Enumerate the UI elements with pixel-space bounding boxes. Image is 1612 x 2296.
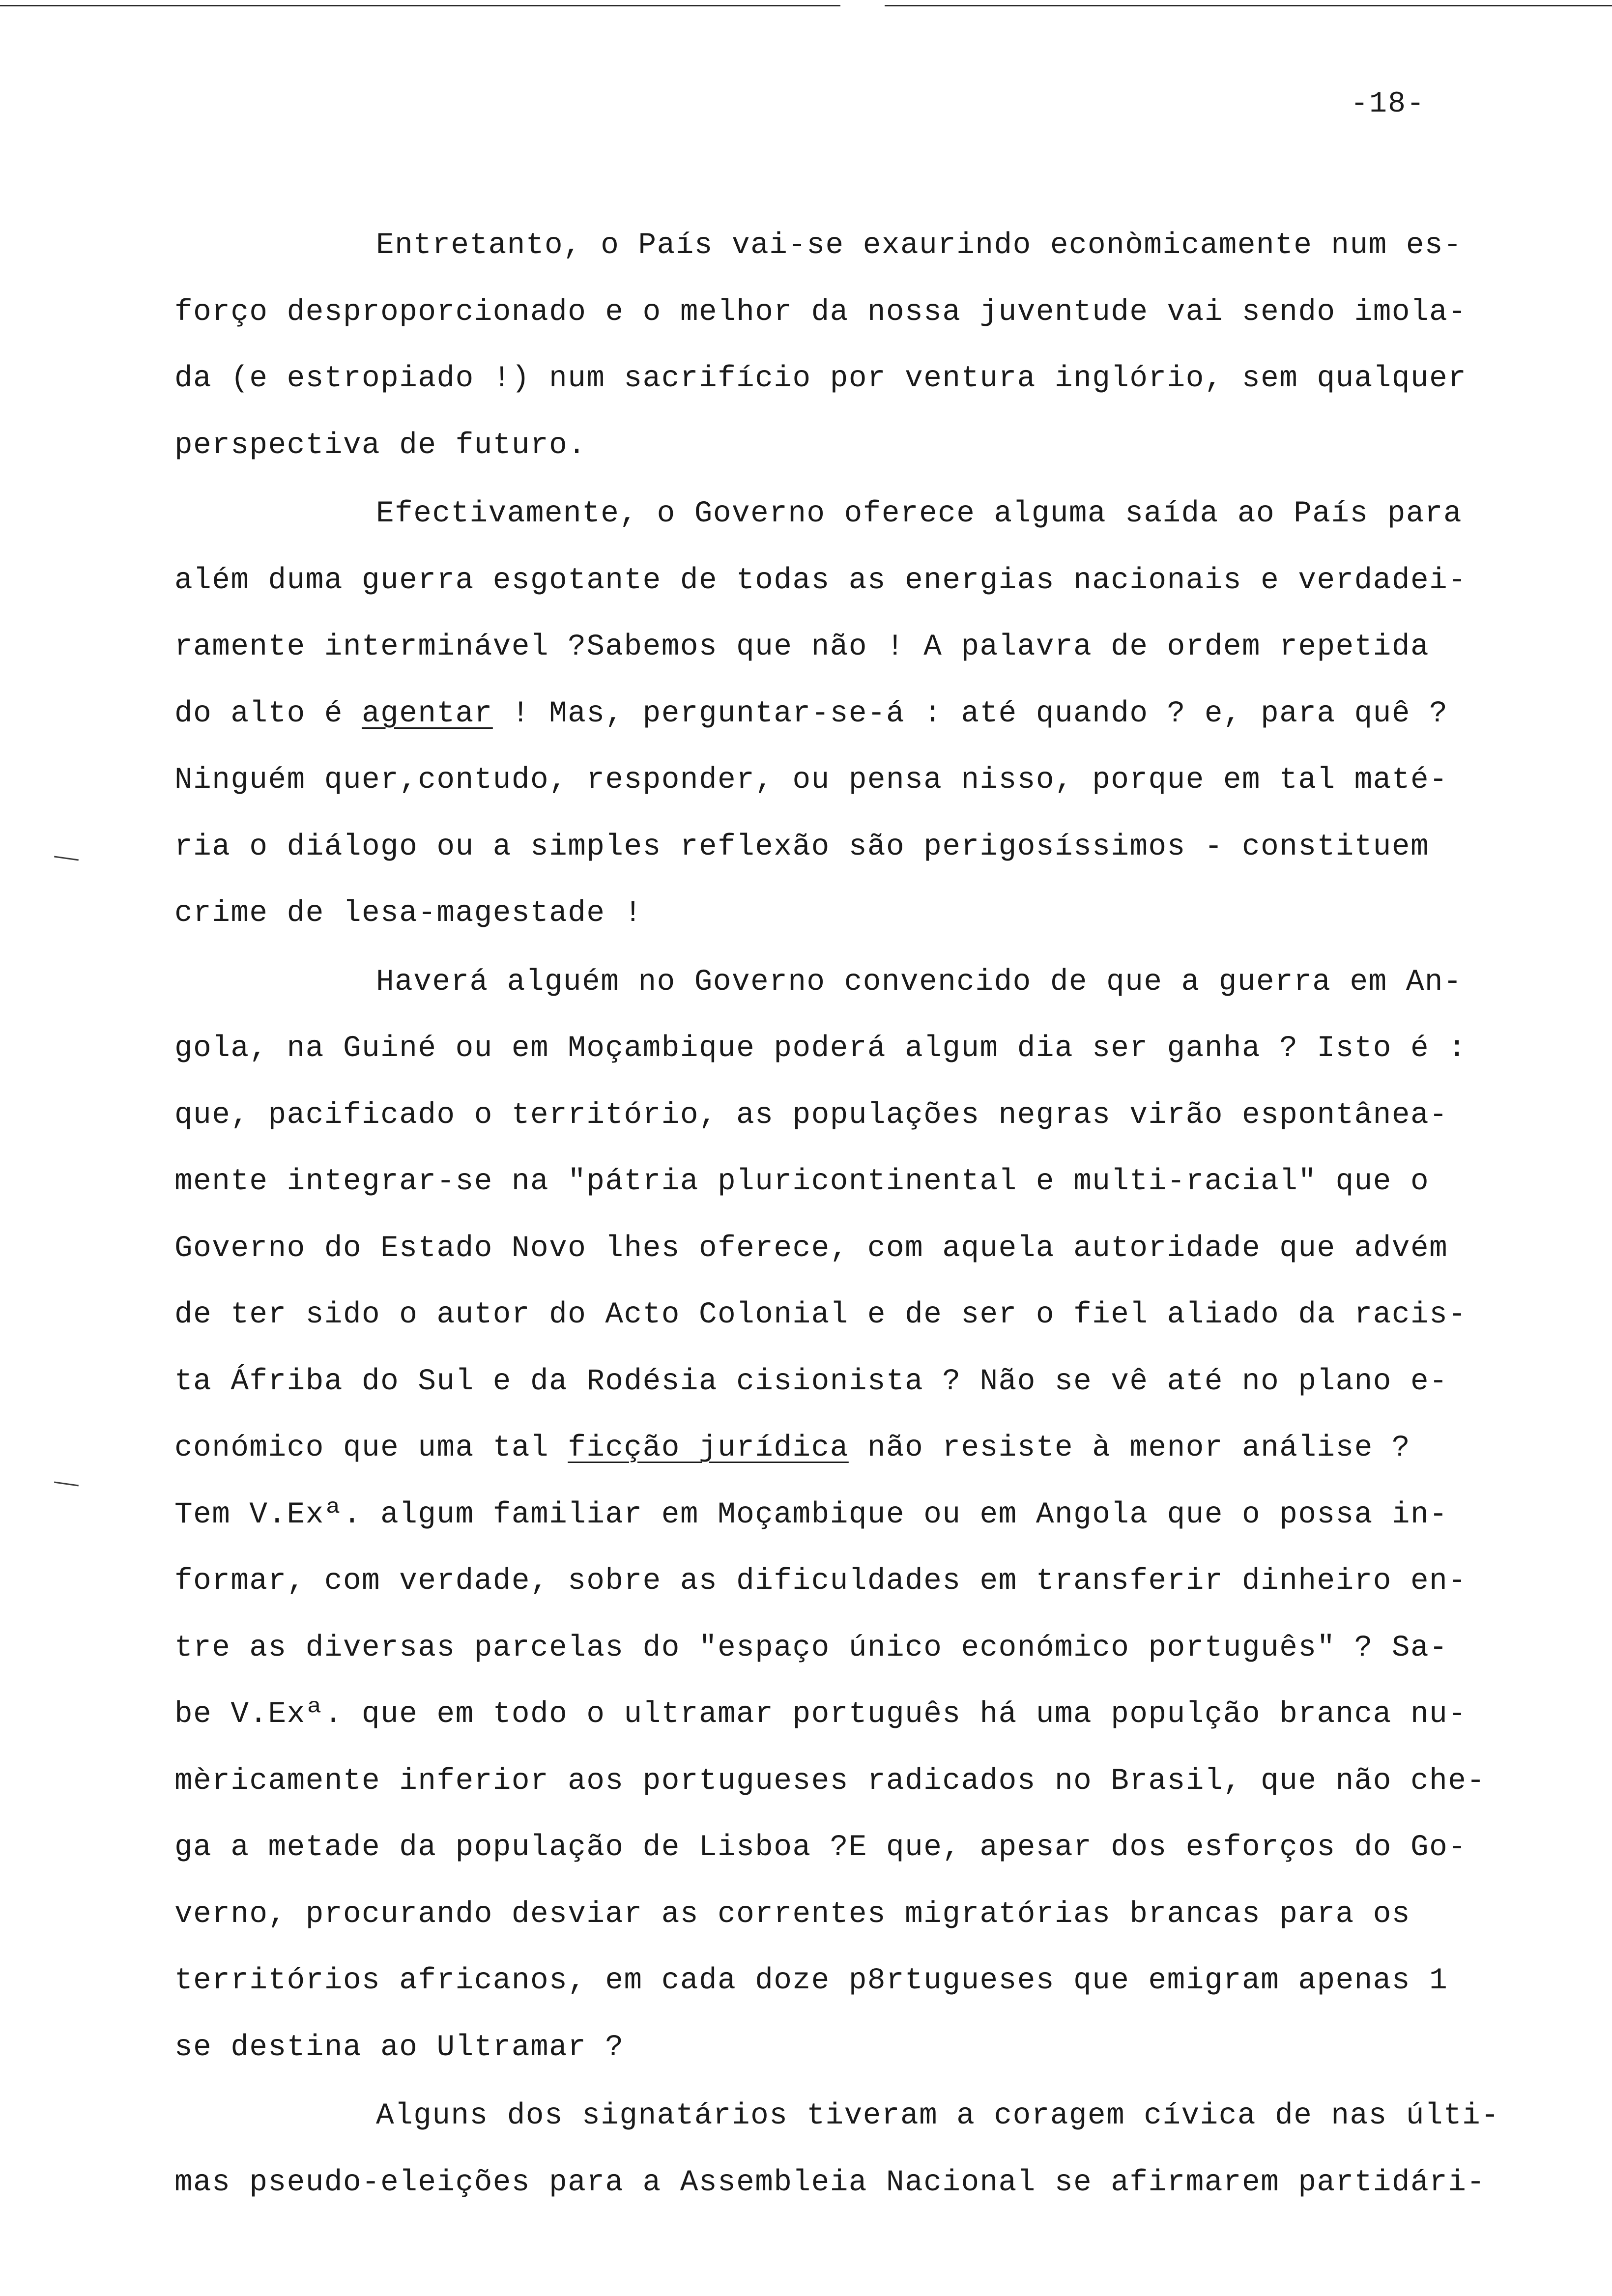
text-line — [174, 1415, 1575, 1482]
text-line: da (e estropiado !) num sacrifício por ventura inglório, sem qualquer — [174, 362, 1467, 396]
underlined-phrase: ficção jurídica — [568, 1431, 849, 1465]
text-line: mente integrar-se na "pátria pluricontinental e multi-racial" que o — [174, 1165, 1430, 1199]
text-line: territórios africanos, em cada doze p8rtugueses que emigram apenas 1 — [174, 1964, 1448, 1998]
text-line: ta Áfriba do Sul e da Rodésia cisionista ? Não se vê até no plano e- — [174, 1364, 1448, 1399]
text-line: de ter sido o autor do Acto Colonial e de ser o fiel aliado da racis- — [174, 1298, 1467, 1332]
page-number: -18- — [1351, 87, 1426, 121]
top-edge-rule-right — [885, 5, 1612, 6]
margin-tick — [54, 1482, 79, 1487]
text-line: gola, na Guiné ou em Moçambique poderá algum dia ser ganha ? Isto é : — [174, 1032, 1467, 1065]
text-line — [174, 681, 1575, 747]
paragraph — [174, 481, 1575, 947]
text-line: be V.Exª. que em todo o ultramar português há uma populção branca nu- — [174, 1697, 1467, 1731]
text-line: que, pacificado o território, as populações negras virão espontânea- — [174, 1098, 1448, 1132]
paragraph — [174, 949, 1575, 2081]
paragraph — [174, 212, 1575, 479]
text-line: ria o diálogo ou a simples reflexão são perigosíssimos - constituem — [174, 830, 1430, 864]
text-fragment: do alto é — [174, 696, 362, 731]
text-line: mas pseudo-eleições para a Assembleia Nacional se afirmarem partidári- — [174, 2165, 1486, 2200]
text-line: verno, procurando desviar as correntes migratórias brancas para os — [174, 1897, 1410, 1931]
paragraph — [174, 2083, 1575, 2216]
text-line: perspectiva de futuro. — [174, 428, 587, 462]
text-line: crime de lesa-magestade ! — [174, 896, 643, 930]
text-line: tre as diversas parcelas do "espaço único económico português" ? Sa- — [174, 1631, 1448, 1665]
text-fragment: não resiste à menor análise ? — [848, 1431, 1411, 1465]
text-line: se destina ao Ultramar ? — [174, 2030, 624, 2065]
text-line: ga a metade da população de Lisboa ?E que, apesar dos esforços do Go- — [174, 1831, 1467, 1865]
text-line: além duma guerra esgotante de todas as energias nacionais e verdadei- — [174, 563, 1467, 598]
text-line: ramente interminável ?Sabemos que não ! A palavra de ordem repetida — [174, 630, 1430, 664]
text-fragment: conómico que uma tal — [174, 1431, 568, 1465]
text-line: Alguns dos signatários tiveram a coragem cívica de nas últi- — [376, 2099, 1500, 2133]
text-line: Tem V.Exª. algum familiar em Moçambique ou em Angola que o possa in- — [174, 1497, 1448, 1532]
text-line: forço desproporcionado e o melhor da nossa juventude vai sendo imola- — [174, 295, 1467, 329]
text-line: mèricamente inferior aos portugueses radicados no Brasil, que não che- — [174, 1764, 1486, 1798]
underlined-word: agentar — [362, 696, 493, 731]
letter-body — [174, 212, 1575, 2216]
margin-tick — [54, 856, 79, 861]
text-line: Entretanto, o País vai-se exaurindo econòmicamente num es- — [376, 229, 1463, 262]
text-line: Efectivamente, o Governo oferece alguma saída ao País para — [376, 497, 1463, 531]
text-line: formar, com verdade, sobre as dificuldades em transferir dinheiro en- — [174, 1564, 1467, 1598]
text-line: Ninguém quer,contudo, responder, ou pensa nisso, porque em tal maté- — [174, 763, 1448, 797]
text-line: Governo do Estado Novo lhes oferece, com aquela autoridade que advém — [174, 1231, 1448, 1265]
text-fragment: ! Mas, perguntar-se-á : até quando ? e, para quê ? — [492, 696, 1448, 731]
text-line: Haverá alguém no Governo convencido de que a guerra em An- — [376, 965, 1463, 999]
top-edge-rule-left — [0, 5, 840, 6]
